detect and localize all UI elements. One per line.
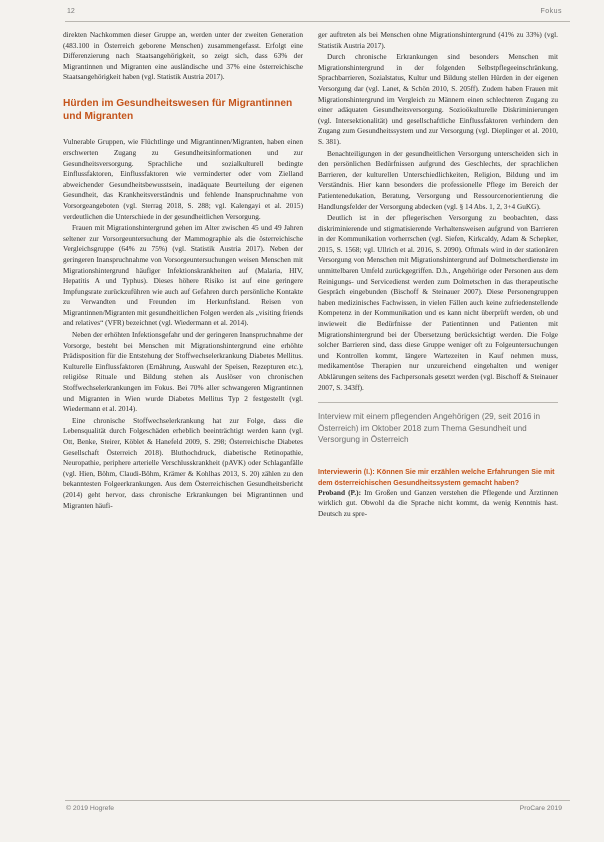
header-rule	[65, 21, 570, 22]
body-paragraph: Deutlich ist in der pflegerischen Versorgung zu beobachten, dass diskriminierende und stigmatisierende Verhaltensweisen aufgrund von Barrieren in der Kommunikation vorherrschen (vgl. Siefen, Kirkcaldy, Adam & Schepker, 2015, S. 1568; vgl. Ullrich et al. 2016, S. 2090). Oftmals wird in der stationären Versorgung von Menschen mit Migrationshintergrund auf Dolmetscherdienste im unmittelbaren Umfeld zurückgegriffen. D.h., Angehörige oder Personen aus dem Reinigungs- und Servicedienst werden zum Dolmetschen in das therapeutische Gespräch eingebunden (Bischoff & Steinauer 2007). Diese Personengruppen haben medizinisches Fachwissen, in vielen Fällen auch keine zufriedenstellende Kompetenz in der Kommunikation und es kann nicht überprüft werden, ob und inwieweit die Bedürfnisse der Patientinnen und Patienten mit Migrationshintergrund bei der Übersetzung berücksichtigt werden. Die Folge solcher Barrieren sind, dass diese Gruppe weniger oft zu Folgeuntersuchungen und Kontrollen kommt, längere Wartezeiten in Kauf nehmen muss, medikamentöse Therapien nur unzureichend eingehalten und weniger Abklärungen seitens des Fachpersonals gesetzt werden (vgl. Bischoff & Steinauer 2007, S. 343ff).	[318, 213, 558, 392]
interview-intro: Interview mit einem pflegenden Angehörigen (29, seit 2016 in Österreich) im Oktober 2018 zum Thema Gesundheit und Versorgung in Österreich	[318, 412, 541, 444]
answer-text: Im Großen und Ganzen verstehen die Pflegende und Ärztinnen wirklich gut. Obwohl da die Sprache nicht kommt, da wenig Kenntnis hast. Deutsch zu spre-	[318, 487, 559, 518]
body-paragraph: direkten Nachkommen dieser Gruppe an, werden unter der zweiten Generation (483.100 in Österreich geborene Menschen) zusammengefasst. Erfolgt eine Differenzierung nach Staatsangehörigkeit, so zeigt sich, dass 63% der Migrantinnen und Migranten eine ausländische und 37% eine österreichische Staatsangehörigkeit haben (vgl. Statistik Austria 2017).	[63, 30, 303, 82]
page-header	[0, 8, 604, 20]
answer-speaker: Proband (P.):	[318, 487, 362, 497]
interview-question	[318, 467, 558, 487]
right-column	[318, 30, 558, 519]
left-column	[63, 30, 303, 512]
body-paragraph: Eine chronische Stoffwechselerkrankung hat zur Folge, dass die Lebensqualität durch Folgeschäden erheblich beeinträchtigt werden kann (vgl. Ott, Benke, Steirer, Köblet & Hanefeld 2009, S. 298; Österreichische Diabetes Gesellschaft Österreich 2018). Bluthochdruck, diabetische Retinopathie, Neuropathie, periphere arterielle Verschlusskrankheit (pAVK) oder Schlaganfälle (vgl. Hien, Böhm, Claudi-Böhm, Krämer & Kohlhas 2013, S. 20) zählen zu den bekanntesten Folgeerkrankungen. Aus dem Österreichischen Gesundheitsbericht (2014) geht hervor, dass chronische Erkrankungen bei Migrantinnen und Migranten häufi-	[63, 415, 303, 510]
footer-rule	[65, 800, 570, 801]
body-paragraph: Benachteiligungen in der gesundheitlichen Versorgung unterscheiden sich in den persönlichen Bedürfnissen aufgrund des Geschlechts, der sprachlichen Barrieren, der kulturellen Unterschiedlichkeiten, Religion, Bildung und im Verständnis. Hier kann besonders die professionelle Pflege im Bereich der Patientenedukation, Beratung, Versorgung und Ressourcenorientierung die Handlungsfelder der Versorgung abdecken (vgl. § 14 Abs. 1, 2, 3+4 GuKG).	[318, 148, 558, 211]
body-paragraph: Frauen mit Migrationshintergrund gehen im Alter zwischen 45 und 49 Jahren seltener zur Vorsorgeuntersuchung der Mammographie als die österreichische Vergleichsgruppe (64% zu 75%) (vgl. Statistik Austria 2017). Neben der geringeren Inanspruchnahme von Vorsorgeuntersuchungen weisen Menschen mit Migrationshintergrund häufiger Infektionskrankheiten auf (Malaria, HIV, Hepatitis A und Typhus). Dieses höhere Risiko ist auf eine geringere Impfungsrate zurückzuführen wie auch auf Gefahren durch persönliche Kontakte zu Verwandten und Freunden im Herkunftsland. Reisen von Migrantinnen/Migranten mit gesundheitlichen Folgen werden als „visiting friends and relatives“ (VFR) bezeichnet (vgl. Wiedermann et al. 2014).	[63, 223, 303, 328]
page-number: 12	[67, 8, 75, 15]
copyright-notice: © 2019 Hogrefe	[66, 805, 115, 812]
body-paragraph: ger auftreten als bei Menschen ohne Migrationshintergrund (41% zu 33%) (vgl. Statistik Austria 2017).	[318, 30, 558, 50]
interview-rule	[318, 402, 558, 403]
section-heading: Hürden im Gesundheitswesen für Migrantinnen und Migranten	[63, 97, 293, 123]
body-paragraph: Neben der erhöhten Infektionsgefahr und der geringeren Inanspruchnahme der Vorsorge, besteht bei Menschen mit Migrationshintergrund eine erhöhte Prädisposition für die Entstehung der Stoffwechselerkrankung Diabetes Mellitus. Kulturelle Einflussfaktoren (Ernährung, Auswahl der Speisen, Rezepturen etc.), religiöse Rituale und Bildung stehen als Auslöser von chronischen Stoffwechselerkrankungen im Fokus. Bei 70% aller schwangeren Migrantinnen und Migranten in Wien wurde Diabetes Mellitus Typ 2 festgestellt (vgl. Wiedermann et al. 2014).	[63, 330, 303, 414]
body-paragraph: Vulnerable Gruppen, wie Flüchtlinge und Migrantinnen/Migranten, haben einen erschwerten Zugang zu Gesundheitsinformationen und zur Gesundheitsversorgung. Sprachliche und sozialkulturell bedingte Einflussfaktoren, Einflussfaktoren wie verminderter oder vom Zielland abweichender Gesundheitsbewusstsein, inadäquate Beurteilung der eigenen Gesundheit, das Krankheitsverständnis und fehlende Inanspruchnahme von Vorsorgeangeboten (vgl. Sterrag 2018, S. 288; vgl. Kalengayi et al. 2015) verdeutlichen die Unterschiede in der gesundheitlichen Versorgung.	[63, 137, 303, 221]
journal-issue: ProCare 2019	[519, 805, 562, 812]
body-paragraph: Durch chronische Erkrankungen sind besonders Menschen mit Migrationshintergrund in der folgenden Selbstpflegeeinschränkung, Sprachbarrieren, Sozialstatus, Kultur und Bildung stellen Hürden in der eigenen Versorgung dar (vgl. Lanet, & Schön 2010, S. 205ff). Zudem haben Frauen mit Migrationshintergrund im Vergleich zu Männern einen schlechteren Zugang zu einer adäquaten Gesundheitsversorgung. Sozioökulturelle Diskriminierungen (vgl. Intersektionalität) und gesellschaftliche Einflussfaktoren verhindern den Zugang zum Gesundheitssystem und zur Versorgung (vgl. Dieplinger et al. 2010, S. 381).	[318, 52, 558, 146]
interview-answer	[318, 488, 558, 520]
question-text: Können Sie mir erzählen welche Erfahrungen Sie mit dem österreichischen Gesundheitssystem gemacht haben?	[318, 468, 555, 487]
question-speaker: Interviewerin (I.):	[318, 468, 375, 477]
section-label: Fokus	[540, 8, 562, 15]
